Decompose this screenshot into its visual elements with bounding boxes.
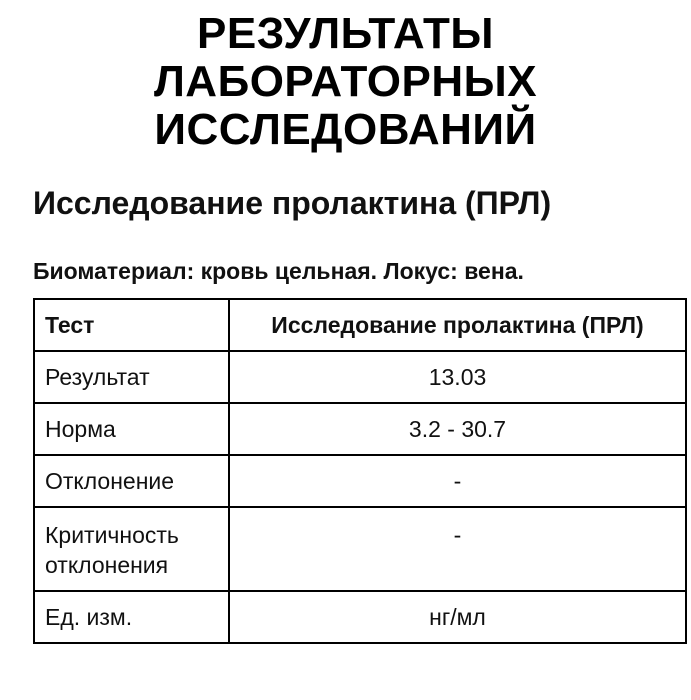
row-value: - — [229, 455, 686, 507]
row-value: 3.2 - 30.7 — [229, 403, 686, 455]
table-row-result — [34, 351, 686, 403]
row-value: нг/мл — [229, 591, 686, 643]
table-row-units — [34, 591, 686, 643]
page-title — [0, 10, 691, 154]
biomaterial-info: Биоматериал: кровь цельная. Локус: вена. — [33, 258, 524, 284]
page-title-line-3: ИССЛЕДОВАНИЙ — [154, 105, 537, 154]
row-label: Норма — [34, 403, 229, 455]
header-test-label: Тест — [34, 299, 229, 351]
results-table — [33, 298, 687, 644]
table-row-criticality — [34, 507, 686, 591]
row-value: 13.03 — [229, 351, 686, 403]
page-title-line-1: РЕЗУЛЬТАТЫ — [197, 9, 494, 58]
row-label: Критичность отклонения — [34, 507, 229, 591]
row-label: Ед. изм. — [34, 591, 229, 643]
row-label: Результат — [34, 351, 229, 403]
page-title-line-2: ЛАБОРАТОРНЫХ — [153, 57, 538, 106]
row-value: - — [229, 507, 686, 591]
section-title: Исследование пролактина (ПРЛ) — [33, 185, 552, 221]
table-header-row — [34, 299, 686, 351]
row-label: Отклонение — [34, 455, 229, 507]
table-row-deviation — [34, 455, 686, 507]
header-test-name: Исследование пролактина (ПРЛ) — [229, 299, 686, 351]
table-row-norm — [34, 403, 686, 455]
